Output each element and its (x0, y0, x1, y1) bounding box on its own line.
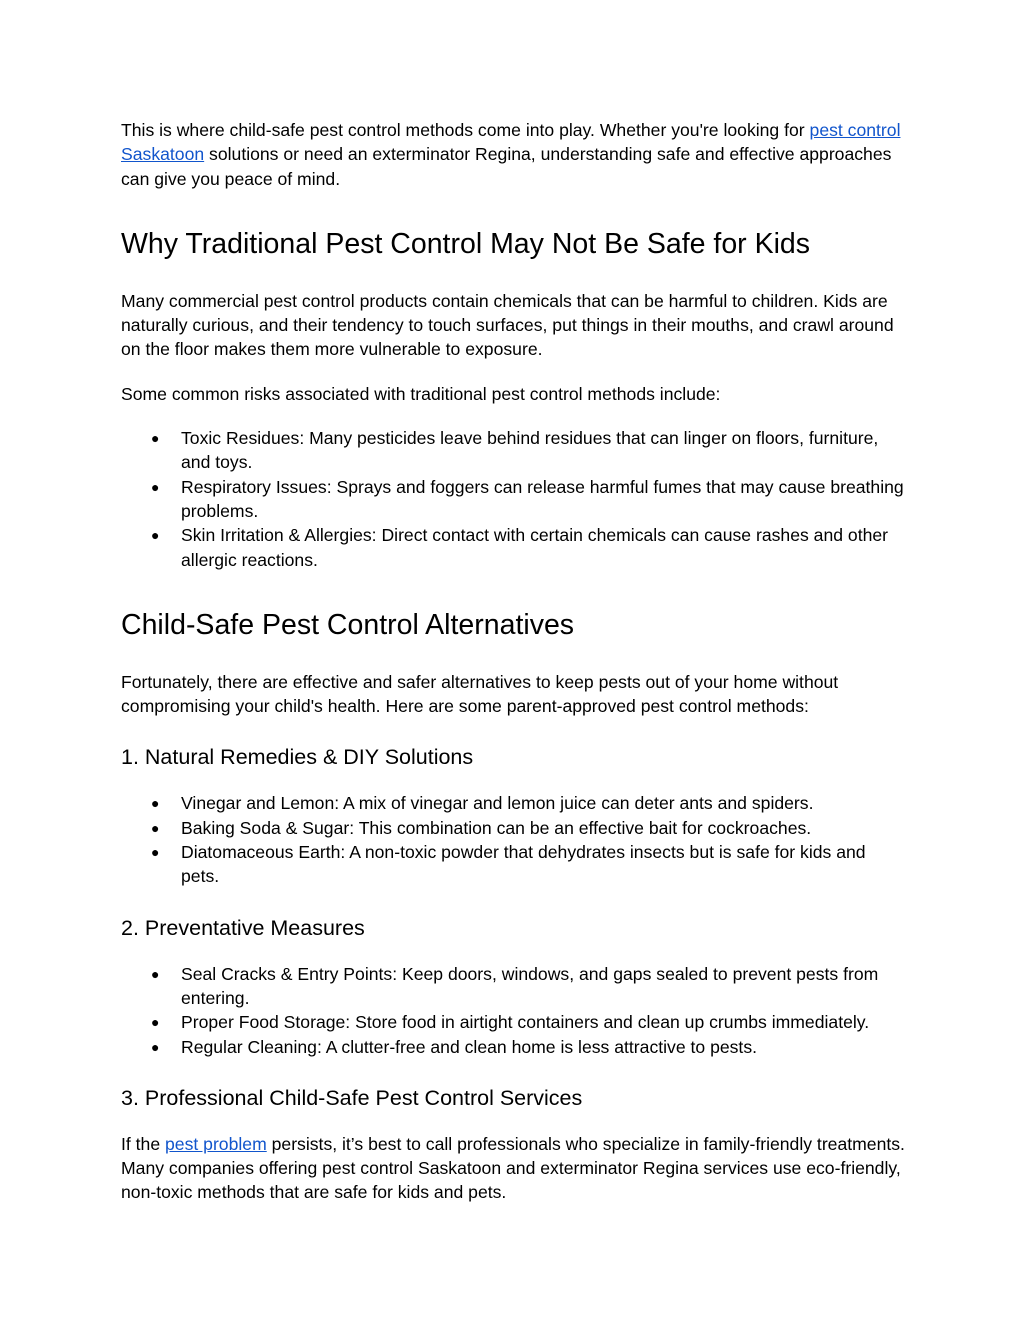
list-item-text: Toxic Residues: Many pesticides leave behind residues that can linger on floors, furniture, and toys. (181, 428, 879, 473)
list-item (121, 791, 905, 815)
list-item-text: Respiratory Issues: Sprays and foggers can release harmful fumes that may cause breathing problems. (181, 476, 904, 521)
document-page (121, 118, 905, 1205)
list-item (121, 426, 905, 475)
pest-control-saskatoon-link[interactable]: pest control Saskatoon (121, 120, 901, 165)
heading-natural-remedies: 1. Natural Remedies & DIY Solutions (121, 745, 474, 770)
risks-list (121, 426, 905, 572)
bullet-icon: ● (151, 1038, 160, 1055)
professional-text-after: persists, it’s best to call professionals who specialize in family-friendly treatments. Many companies offering pest control Saskatoon and exterminator Regina services use eco-friendly, non-toxic methods that are safe for kids and pets. (121, 1133, 905, 1203)
list-item (121, 523, 905, 572)
heading-professional-services: 3. Professional Child-Safe Pest Control Services (121, 1085, 583, 1110)
bullet-icon: ● (151, 527, 160, 544)
bullet-icon: ● (151, 795, 160, 812)
bullet-icon: ● (151, 430, 160, 447)
common-risks-paragraph: Some common risks associated with traditional pest control methods include: (121, 383, 721, 404)
heading-alternatives: Child-Safe Pest Control Alternatives (121, 608, 575, 641)
intro-paragraph (121, 118, 905, 191)
list-item-text: Vinegar and Lemon: A mix of vinegar and lemon juice can deter ants and spiders. (181, 793, 814, 814)
professional-services-paragraph (121, 1132, 905, 1205)
bullet-icon: ● (151, 1014, 160, 1031)
risks-intro-paragraph: Many commercial pest control products contain chemicals that can be harmful to children. Kids are naturally curious, and their tendency to touch surfaces, put things in their mouths, and crawl around on the floor makes them more vulnerable to exposure. (121, 290, 894, 360)
natural-remedies-list (121, 791, 905, 888)
list-item (121, 1035, 905, 1059)
list-item-text: Seal Cracks & Entry Points: Keep doors, windows, and gaps sealed to prevent pests from entering. (181, 963, 879, 1008)
bullet-icon: ● (151, 819, 160, 836)
list-item (121, 1010, 905, 1034)
list-item-text: Baking Soda & Sugar: This combination can be an effective bait for cockroaches. (181, 817, 812, 838)
professional-text-before: If the (121, 1133, 166, 1154)
alternatives-paragraph: Fortunately, there are effective and safer alternatives to keep pests out of your home without compromising your child's health. Here are some parent-approved pest control methods: (121, 671, 839, 717)
intro-text-before: This is where child-safe pest control methods come into play. Whether you're looking for (121, 120, 810, 140)
intro-text-after: solutions or need an exterminator Regina, understanding safe and effective approaches can give you peace of mind. (121, 144, 892, 189)
list-item (121, 840, 905, 889)
list-item (121, 962, 905, 1011)
bullet-icon: ● (151, 965, 160, 982)
list-item (121, 475, 905, 524)
list-item-text: Skin Irritation & Allergies: Direct contact with certain chemicals can cause rashes and other allergic reactions. (181, 525, 889, 570)
bullet-icon: ● (151, 844, 160, 861)
list-item (121, 816, 905, 840)
heading-preventative-measures: 2. Preventative Measures (121, 915, 365, 940)
list-item-text: Regular Cleaning: A clutter-free and clean home is less attractive to pests. (181, 1036, 758, 1057)
list-item-text: Proper Food Storage: Store food in airtight containers and clean up crumbs immediately. (181, 1012, 870, 1033)
list-item-text: Diatomaceous Earth: A non-toxic powder that dehydrates insects but is safe for kids and pets. (181, 842, 866, 887)
pest-problem-link[interactable]: pest problem (165, 1133, 267, 1154)
bullet-icon: ● (151, 478, 160, 495)
heading-why-traditional: Why Traditional Pest Control May Not Be Safe for Kids (121, 227, 811, 260)
preventative-measures-list (121, 962, 905, 1059)
